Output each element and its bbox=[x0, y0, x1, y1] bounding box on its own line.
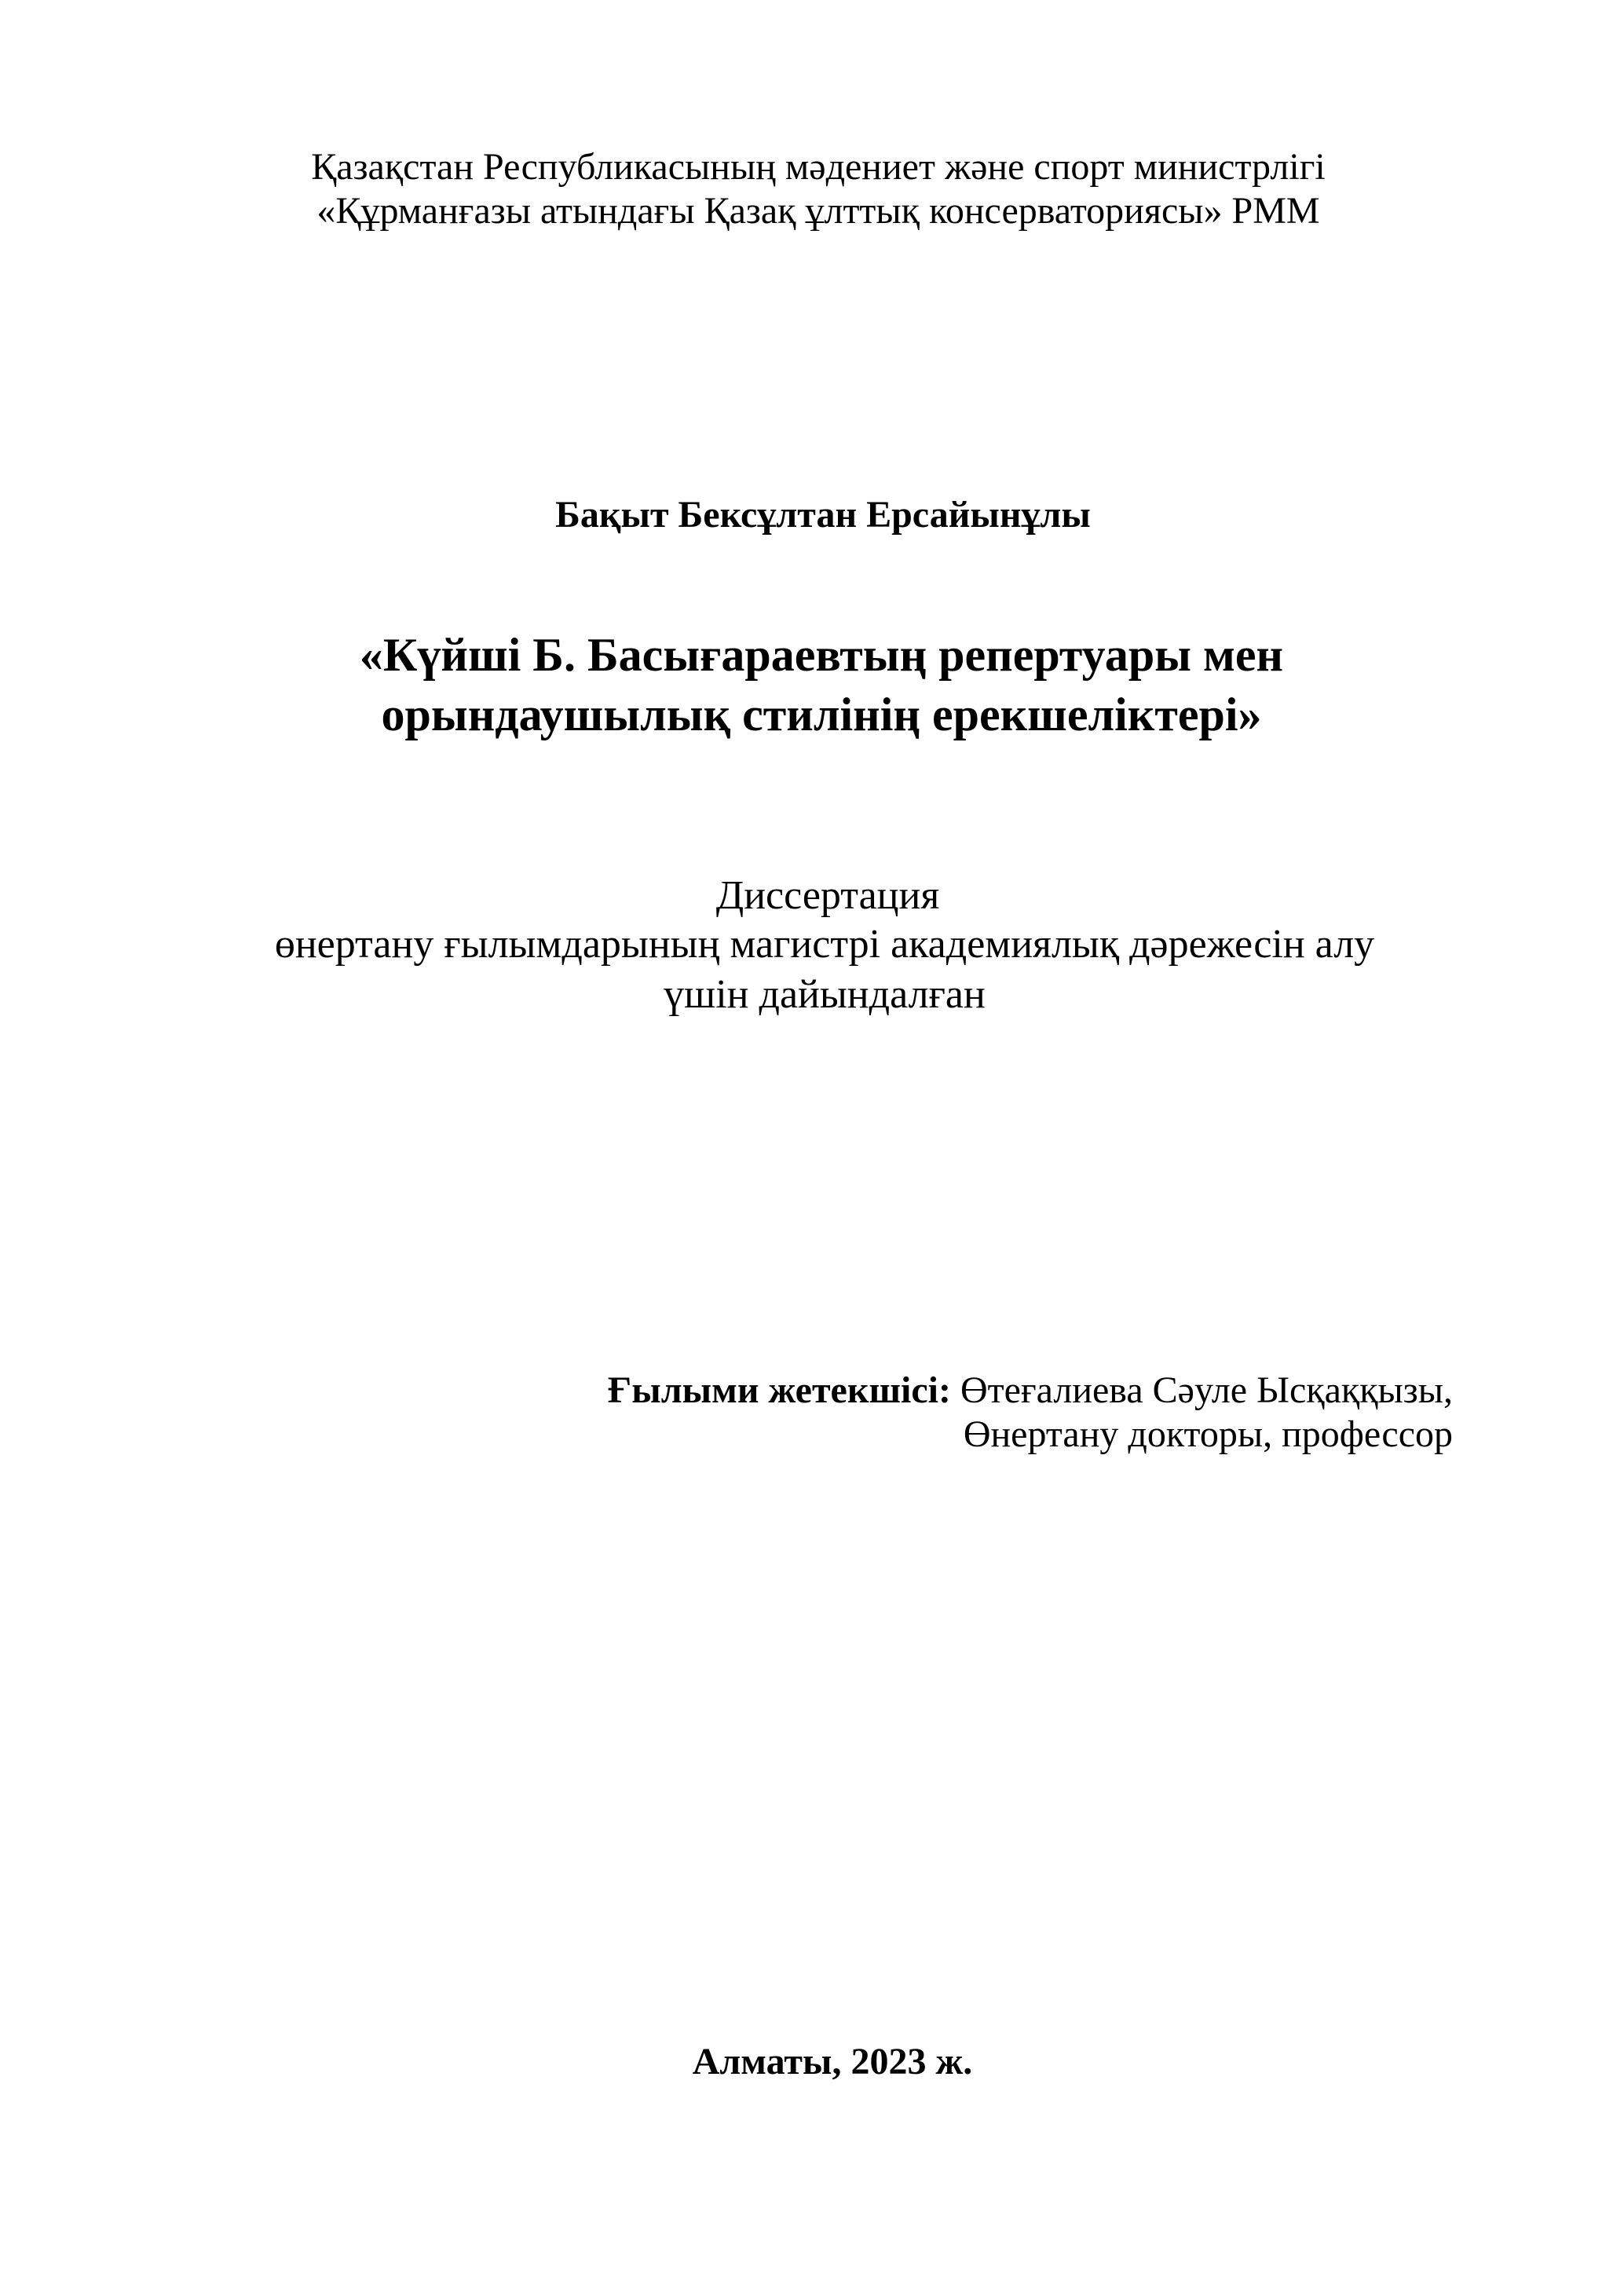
ministry-name: Қазақстан Республикасының мәдениет және спорт министрлігі bbox=[311, 146, 1326, 188]
thesis-title-line-1: «Күйші Б. Басығараевтың репертуары мен bbox=[359, 629, 1284, 681]
supervisor-credentials: Өнертану докторы, профессор bbox=[963, 1413, 1453, 1455]
supervisor-name: Өтеғалиева Сәуле Ысқаққызы, bbox=[951, 1369, 1453, 1411]
document-type: Диссертация bbox=[715, 873, 940, 918]
degree-description-line-2: үшін дайындалған bbox=[664, 972, 986, 1017]
supervisor-label: Ғылыми жетекшісі: bbox=[607, 1369, 951, 1411]
author-name: Бақыт Бексұлтан Ерсайынұлы bbox=[555, 494, 1091, 536]
supervisor-line bbox=[608, 1368, 1453, 1413]
place-and-year: Алматы, 2023 ж. bbox=[692, 2041, 973, 2082]
thesis-title-line-2: орындаушылық стилінің ерекшеліктері» bbox=[381, 689, 1262, 740]
degree-description-line-1: өнертану ғылымдарының магистрі академиялық дәрежесін алу bbox=[274, 922, 1375, 967]
institution-name: «Құрманғазы атындағы Қазақ ұлттық консерваториясы» РММ bbox=[316, 190, 1320, 232]
